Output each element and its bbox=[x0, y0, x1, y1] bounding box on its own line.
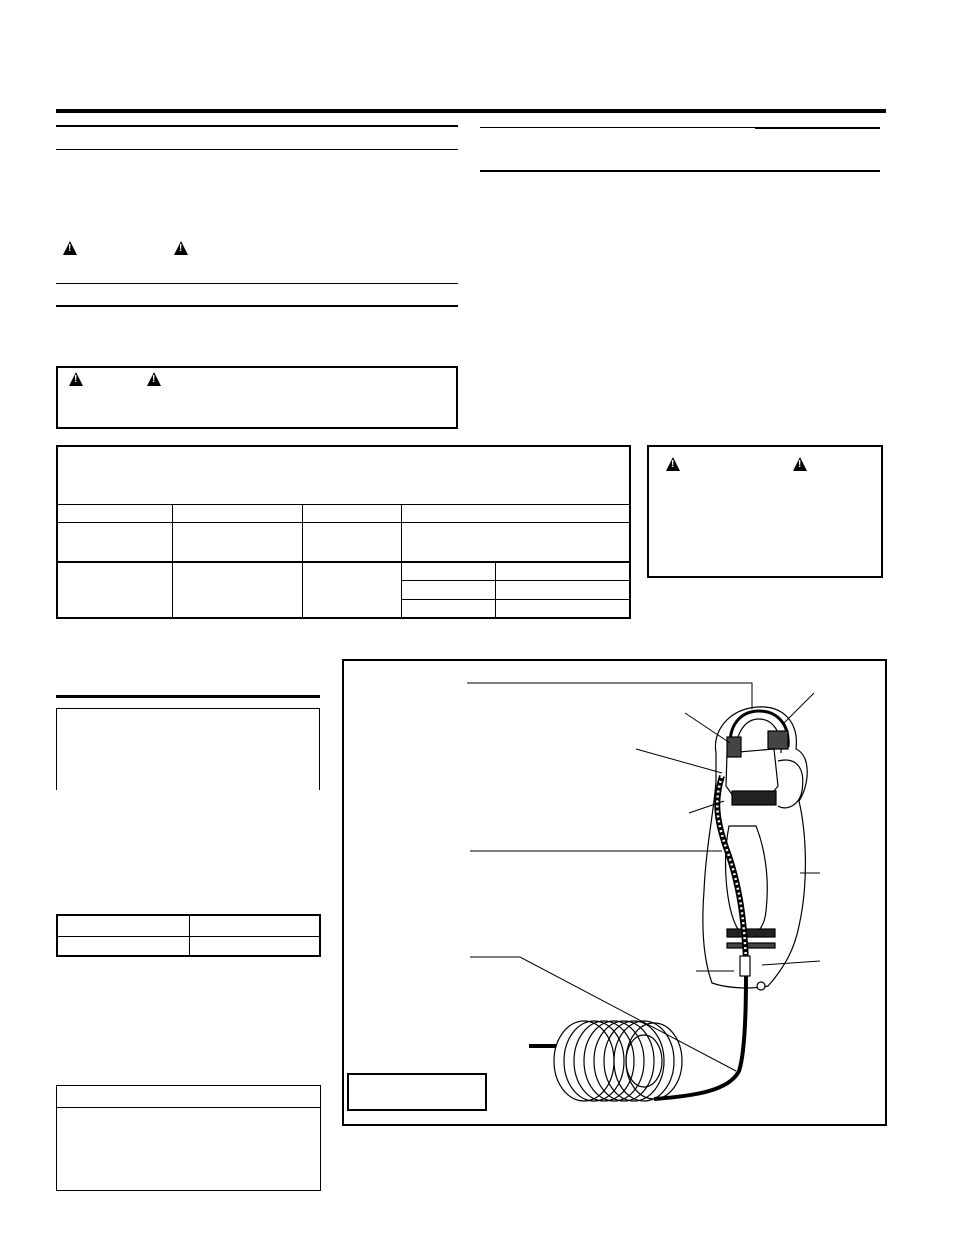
warning-triangle-icon bbox=[666, 457, 680, 471]
table-subrow-divider bbox=[401, 599, 629, 600]
table-column-divider bbox=[172, 504, 173, 619]
lower-section-rule bbox=[56, 695, 320, 698]
warning-triangle-icon bbox=[147, 372, 161, 386]
table-header-divider bbox=[58, 504, 629, 505]
valve-knob bbox=[757, 982, 765, 990]
bottom-note-box bbox=[56, 1085, 321, 1191]
warning-box-left bbox=[56, 366, 458, 429]
callout-leader bbox=[784, 693, 814, 723]
warning-triangle-icon bbox=[174, 241, 188, 255]
waist-belt bbox=[727, 929, 775, 937]
small-table bbox=[56, 914, 321, 957]
harness-strap-buckle bbox=[768, 731, 788, 749]
callout-leader bbox=[470, 957, 736, 1071]
callout-leader bbox=[762, 961, 820, 965]
table-column-divider bbox=[401, 504, 402, 619]
section2-top-rule bbox=[56, 283, 458, 284]
warning-triangle-icon bbox=[69, 372, 83, 386]
bottom-note-header-divider bbox=[57, 1107, 320, 1108]
table-column-divider bbox=[302, 504, 303, 619]
warning-box-right bbox=[647, 445, 883, 578]
warning-triangle-icon bbox=[793, 457, 807, 471]
breathing-apparatus-illustration bbox=[344, 661, 885, 1124]
chest-strap bbox=[732, 791, 776, 805]
equipment-diagram-frame bbox=[342, 659, 887, 1126]
right-header-accent-rule bbox=[755, 127, 880, 129]
section1-top-rule bbox=[56, 125, 458, 127]
specifications-table bbox=[56, 445, 631, 619]
warning-triangle-icon bbox=[63, 241, 77, 255]
callout-leader bbox=[467, 683, 752, 709]
table-column-divider bbox=[495, 561, 496, 619]
small-table-column-divider bbox=[189, 916, 190, 955]
callout-leader bbox=[685, 713, 730, 743]
diagram-caption-box bbox=[347, 1073, 487, 1111]
hood-inner-loop bbox=[726, 826, 768, 935]
table-row-divider bbox=[58, 522, 629, 523]
coiled-air-hose bbox=[554, 1021, 682, 1101]
table-row-divider bbox=[58, 561, 629, 563]
section2-bottom-rule bbox=[56, 305, 458, 307]
table-subrow-divider bbox=[401, 580, 629, 581]
flow-control-valve bbox=[740, 956, 750, 976]
top-rule bbox=[56, 109, 886, 113]
right-header-bottom-rule bbox=[480, 170, 880, 172]
callout-leader bbox=[636, 749, 722, 773]
section1-bottom-rule bbox=[56, 149, 458, 150]
exhalation-valve bbox=[727, 737, 741, 757]
waist-belt-lower bbox=[727, 943, 775, 948]
note-box-open bbox=[56, 708, 320, 790]
